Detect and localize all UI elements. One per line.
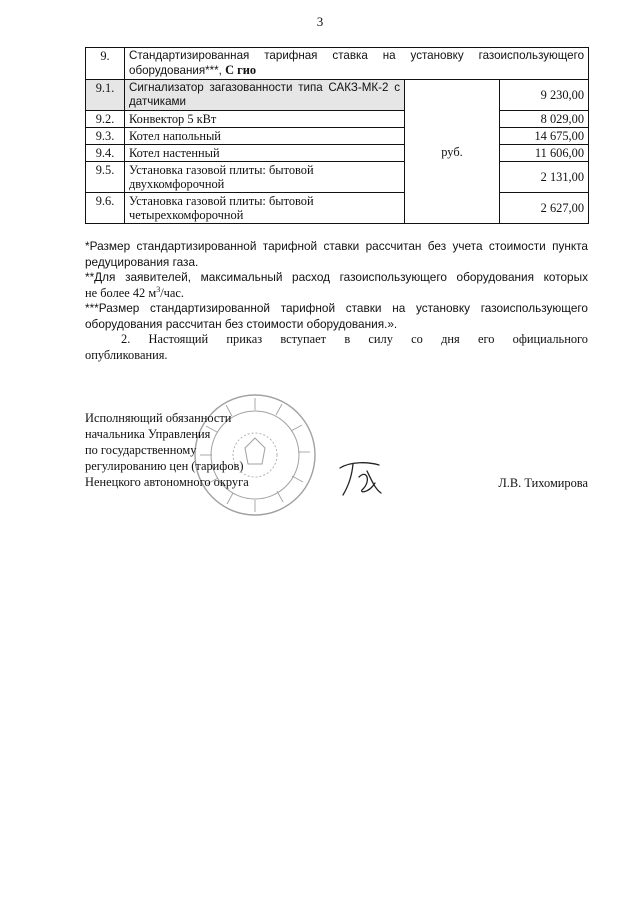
row-description xyxy=(125,48,589,80)
signatory-name: Л.В. Тихомирова xyxy=(498,476,588,490)
footnote-1-line: редуцирования газа. xyxy=(85,254,199,269)
footnote-3-line: ***Размер стандартизированной тарифной ставки на установку газоиспользующего xyxy=(85,301,588,315)
signatory-title-line: Исполняющий обязанности xyxy=(85,411,232,425)
table-row xyxy=(86,162,589,193)
signatory-title-line: по государственному xyxy=(85,443,197,457)
row-number: 9.4. xyxy=(86,145,125,162)
row-description-line: оборудования***, xyxy=(129,64,226,77)
signature-block xyxy=(85,410,588,540)
row-value: 2 627,00 xyxy=(500,193,589,224)
table-row xyxy=(86,145,589,162)
table-row xyxy=(86,193,589,224)
row-number: 9.2. xyxy=(86,111,125,128)
handwritten-signature-icon xyxy=(337,459,383,499)
row-description: Котел напольный xyxy=(125,128,405,145)
row-value: 14 675,00 xyxy=(500,128,589,145)
row-description: Конвектор 5 кВт xyxy=(125,111,405,128)
row-description: Установка газовой плиты: бытовой двухкомфорочной xyxy=(125,162,405,193)
row-number: 9.1. xyxy=(86,80,125,111)
row-description: Котел настенный xyxy=(125,145,405,162)
superscript: 3 xyxy=(156,284,161,294)
signatory-title-line: начальника Управления xyxy=(85,427,211,441)
clause-2-line: 2. Настоящий приказ вступает в силу со дня его официального xyxy=(121,332,588,346)
table-row xyxy=(86,48,589,80)
row-code: С гио xyxy=(225,63,257,77)
clause-2-line: опубликования. xyxy=(85,347,168,362)
row-number: 9.6. xyxy=(86,193,125,224)
row-value: 11 606,00 xyxy=(500,145,589,162)
row-value: 2 131,00 xyxy=(500,162,589,193)
footnote-2-line xyxy=(85,286,588,302)
footnote-2-text: /час. xyxy=(160,285,184,300)
row-number: 9.5. xyxy=(86,162,125,193)
signatory-title-line: регулированию цен (тарифов) xyxy=(85,459,244,473)
tariff-table xyxy=(85,47,589,224)
row-number: 9.3. xyxy=(86,128,125,145)
footnote-3-line: оборудования рассчитан без стоимости оборудования.». xyxy=(85,316,398,331)
table-row xyxy=(86,80,589,111)
row-description: Сигнализатор загазованности типа САКЗ-МК-2 с датчиками xyxy=(125,80,405,111)
row-number: 9. xyxy=(86,48,125,80)
row-value: 8 029,00 xyxy=(500,111,589,128)
footnotes xyxy=(85,239,588,363)
signatory-title-line: Ненецкого автономного округа xyxy=(85,475,249,489)
table-row xyxy=(86,128,589,145)
unit-cell: руб. xyxy=(405,80,500,224)
signatory-title xyxy=(85,410,249,490)
row-value: 9 230,00 xyxy=(500,80,589,111)
footnote-2-line: **Для заявителей, максимальный расход газоиспользующего оборудования которых xyxy=(85,270,588,284)
table-row xyxy=(86,111,589,128)
page-number: 3 xyxy=(316,14,324,29)
footnote-1-line: *Размер стандартизированной тарифной ставки рассчитан без учета стоимости пункта xyxy=(85,239,588,253)
footnote-2-text: не более 42 м xyxy=(85,285,157,300)
row-description-line: Стандартизированная тарифная ставка на установку газоиспользующего xyxy=(129,49,585,62)
row-description: Установка газовой плиты: бытовой четырехкомфорочной xyxy=(125,193,405,224)
